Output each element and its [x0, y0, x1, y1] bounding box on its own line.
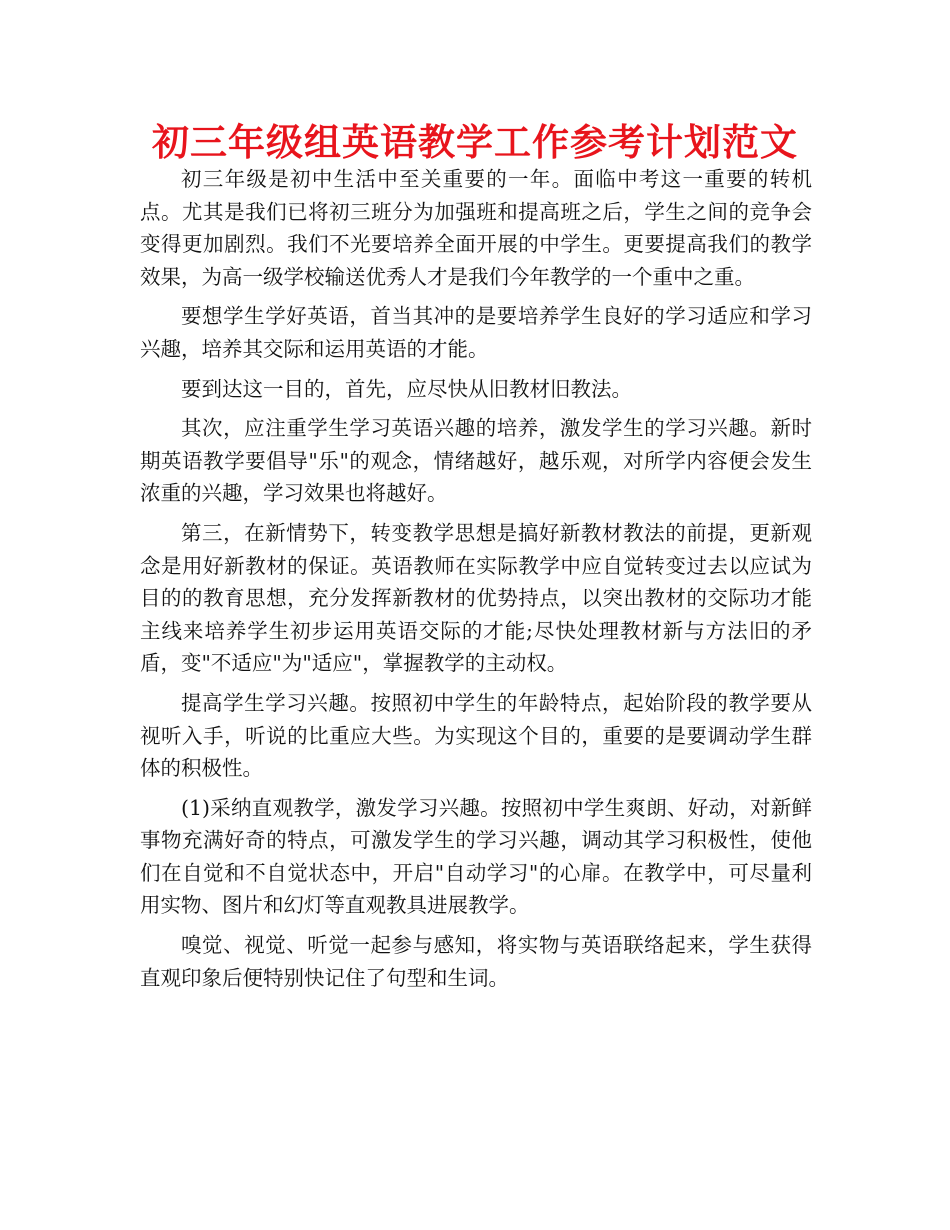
paragraph: 第三，在新情势下，转变教学思想是搞好新教材教法的前提，更新观念是用好新教材的保证。英语教师在实际教学中应自觉转变过去以应试为目的的教育思想，充分发挥新教材的优势持点，以突出教材的交际功才能主线来培养学生初步运用英语交际的才能;尽快处理教材新与方法旧的矛盾，变"不适应"为"适应"，掌握教学的主动权。 — [140, 520, 812, 676]
paragraph: 提高学生学习兴趣。按照初中学生的年龄特点，起始阶段的教学要从视听入手，听说的比重应大些。为实现这个目的，重要的是要调动学生群体的积极性。 — [140, 690, 812, 781]
paragraph: 其次，应注重学生学习英语兴趣的培养，激发学生的学习兴趣。新时期英语教学要倡导"乐"的观念，情绪越好，越乐观，对所学内容便会发生浓重的兴趣，学习效果也将越好。 — [140, 416, 812, 506]
document-body — [140, 163, 812, 1001]
paragraph: 初三年级是初中生活中至关重要的一年。面临中考这一重要的转机点。尤其是我们已将初三班分为加强班和提高班之后，学生之间的竞争会变得更加剧烈。我们不光要培养全面开展的中学生。更要提高我们的教学效果，为高一级学校输送优秀人才是我们今年教学的一个重中之重。 — [140, 167, 812, 289]
paragraph: 要到达这一目的，首先，应尽快从旧教材旧教法。 — [181, 376, 632, 401]
document-title: 初三年级组英语教学工作参考计划范文 — [152, 121, 798, 164]
paragraph: 嗅觉、视觉、听觉一起参与感知，将实物与英语联络起来，学生获得直观印象后便特别快记住了句型和生词。 — [140, 933, 812, 990]
paragraph: 要想学生学好英语，首当其冲的是要培养学生良好的学习适应和学习兴趣，培养其交际和运用英语的才能。 — [140, 304, 812, 361]
paragraph: (1)采纳直观教学，激发学习兴趣。按照初中学生爽朗、好动，对新鲜事物充满好奇的特点，可激发学生的学习兴趣，调动其学习积极性，使他们在自觉和不自觉状态中，开启"自动学习"的心扉。在教学中，可尽量利用实物、图片和幻灯等直观教具进展教学。 — [140, 795, 812, 918]
